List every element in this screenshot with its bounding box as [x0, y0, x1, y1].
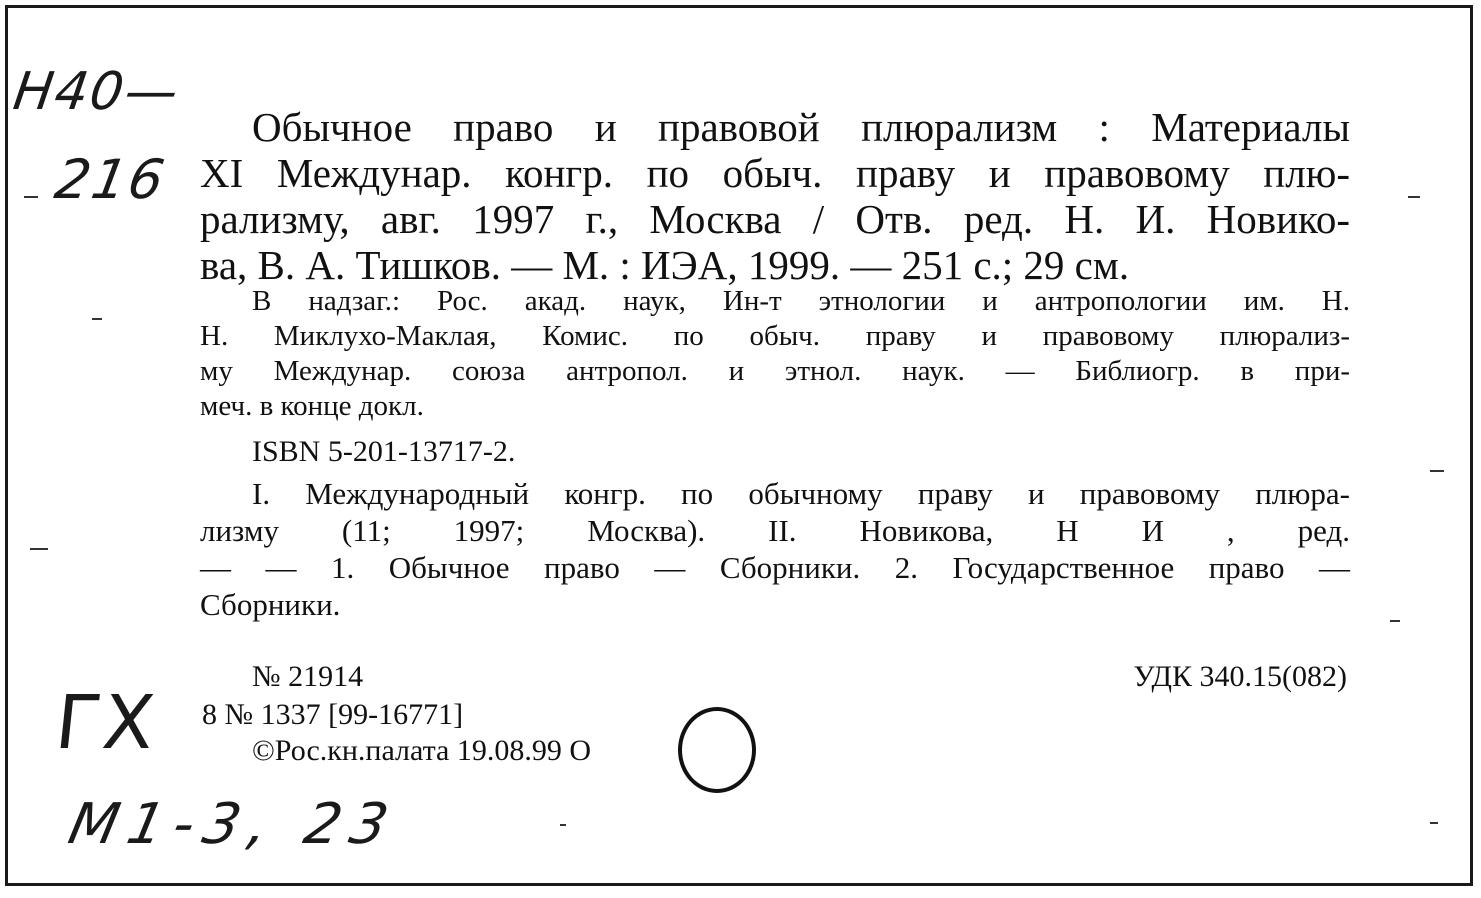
- tracing-line: Сборники.: [200, 587, 341, 622]
- handwritten-call-number-line2: 216: [50, 148, 171, 211]
- handwritten-call-number-line1: Н40—: [9, 62, 184, 122]
- handwritten-mark: ГХ: [51, 680, 161, 766]
- tracing-line: — — 1. Обычное право — Сборники. 2. Государственное право —: [200, 550, 1350, 585]
- title-line: XI Междунар. конгр. по обыч. праву и правовому плю-: [200, 150, 1350, 196]
- bibliographic-title: [200, 104, 1350, 288]
- card-number: № 21914: [252, 660, 364, 693]
- note-line: му Междунар. союза антропол. и этнол. наук. — Библиогр. в при-: [200, 355, 1350, 387]
- bibliographic-notes: [200, 284, 1350, 424]
- title-line: Обычное право и правовой плюрализм : Материалы: [252, 104, 1350, 150]
- scan-speck: [92, 318, 102, 320]
- tracing-line: лизму (11; 1997; Москва). II. Новикова, Н И , ред.: [200, 513, 1350, 548]
- book-chamber-stamp-text: ©Рос.кн.палата 19.08.99 О: [252, 734, 592, 767]
- note-line: В надзаг.: Рос. акад. наук, Ин-т этнологии и антропологии им. Н.: [252, 285, 1350, 317]
- scan-speck: [1390, 620, 1400, 622]
- subject-tracings: [200, 475, 1350, 623]
- title-line: рализму, авг. 1997 г., Москва / Отв. ред. Н. И. Новико-: [200, 196, 1350, 242]
- handwritten-shelf-mark: М1-3, 23: [63, 792, 404, 857]
- print-run-number: 8 № 1337 [99-16771]: [202, 698, 464, 731]
- scan-speck: [24, 196, 38, 198]
- note-line: Н. Миклухо-Маклая, Комис. по обыч. праву и правовому плюрализ-: [200, 320, 1350, 352]
- udc-code: УДК 340.15(082): [1133, 660, 1347, 693]
- scan-speck: [1430, 822, 1438, 824]
- title-line: ва, В. А. Тишков. — М. : ИЭА, 1999. — 251 с.; 29 см.: [200, 242, 1130, 288]
- scan-speck: [560, 824, 566, 826]
- circle-stamp-mark: [678, 707, 756, 793]
- scan-speck: [1408, 196, 1420, 198]
- isbn: ISBN 5-201-13717-2.: [252, 435, 516, 468]
- tracing-line: I. Международный конгр. по обычному праву и правовому плюра-: [252, 476, 1350, 511]
- scan-speck: [1430, 470, 1444, 472]
- scan-speck: [30, 548, 48, 550]
- note-line: меч. в конце докл.: [200, 390, 424, 422]
